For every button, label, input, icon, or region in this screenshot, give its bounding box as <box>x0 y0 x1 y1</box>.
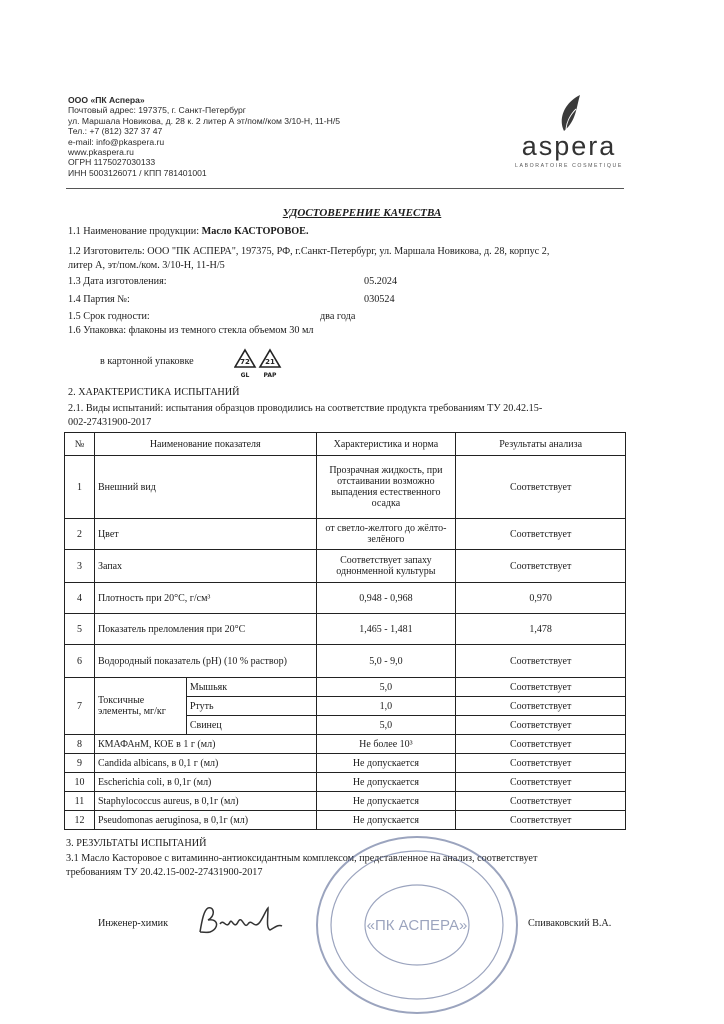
row-indicator: Pseudomonas aeruginosa, в 0,1г (мл) <box>94 811 316 830</box>
logo-wordmark: aspera <box>521 131 617 161</box>
maker-line2: литер А, эт/пом./ком. 3/10-Н, 11-Н/5 <box>68 260 225 271</box>
row-result: Соответствует <box>456 678 626 697</box>
row-norm: Не более 10³ <box>316 735 456 754</box>
header-address-line2: ул. Маршала Новикова, д. 28 к. 2 литер А эт/пом//ком 3/10-Н, 11-Н/5 <box>68 115 341 126</box>
table-row <box>65 645 626 678</box>
row-result: Соответствует <box>456 811 626 830</box>
row-number: 8 <box>65 735 95 754</box>
recycle-label-paper: PAP <box>263 372 277 379</box>
row-number: 3 <box>65 550 95 583</box>
header-result: Результаты анализа <box>456 433 626 456</box>
table-row <box>65 456 626 519</box>
row-norm: 1,0 <box>316 697 456 716</box>
row-norm: 5,0 - 9,0 <box>316 645 456 678</box>
table-row <box>65 735 626 754</box>
row-result: Соответствует <box>456 773 626 792</box>
batch-value: 030524 <box>364 294 395 305</box>
document-title: УДОСТОВЕРЕНИЕ КАЧЕСТВА <box>282 207 442 219</box>
header-divider <box>66 188 624 189</box>
row-norm: 0,948 - 0,968 <box>316 583 456 614</box>
row-indicator: Candida albicans, в 0,1 г (мл) <box>94 754 316 773</box>
date-value: 05.2024 <box>364 276 398 287</box>
row-number: 6 <box>65 645 95 678</box>
row-indicator-toxic: Токсичные элементы, мг/кг <box>94 678 186 735</box>
row-norm: Не допускается <box>316 792 456 811</box>
row-number: 2 <box>65 519 95 550</box>
row-indicator: Цвет <box>94 519 316 550</box>
row-indicator: Плотность при 20°С, г/см³ <box>94 583 316 614</box>
row-norm: 1,465 - 1,481 <box>316 614 456 645</box>
packaging-line2: в картонной упаковке <box>100 356 194 367</box>
signer-role: Инженер-химик <box>98 918 169 929</box>
row-norm: 5,0 <box>316 678 456 697</box>
row-indicator: Staphylococcus aureus, в 0,1г (мл) <box>94 792 316 811</box>
row-number: 10 <box>65 773 95 792</box>
header-address-line1: Почтовый адрес: 197375, г. Санкт-Петербург <box>68 105 246 116</box>
row-indicator: Запах <box>94 550 316 583</box>
toxic-element-name: Свинец <box>186 716 316 735</box>
row-number: 12 <box>65 811 95 830</box>
date-label: 1.3 Дата изготовления: <box>68 276 167 287</box>
row-result: Соответствует <box>456 550 626 583</box>
table-row <box>65 614 626 645</box>
handwritten-signature <box>194 902 286 942</box>
product-name-value: Масло КАСТОРОВОЕ. <box>201 226 309 237</box>
product-name-line <box>68 226 309 237</box>
packaging-line1: 1.6 Упаковка: флаконы из темного стекла объемом 30 мл <box>68 325 314 336</box>
row-result: Соответствует <box>456 697 626 716</box>
row-number: 7 <box>65 678 95 735</box>
row-result: 1,478 <box>456 614 626 645</box>
row-indicator: Внешний вид <box>94 456 316 519</box>
row-number: 9 <box>65 754 95 773</box>
row-number: 11 <box>65 792 95 811</box>
header-norm: Характеристика и норма <box>316 433 456 456</box>
recycle-icons <box>234 348 284 380</box>
test-results-table <box>64 432 626 830</box>
row-norm: 5,0 <box>316 716 456 735</box>
table-row <box>65 792 626 811</box>
header-number: № <box>65 433 95 456</box>
header-phone: Тел.: +7 (812) 327 37 47 <box>68 126 163 137</box>
table-row <box>65 811 626 830</box>
row-result: Соответствует <box>456 456 626 519</box>
row-result: Соответствует <box>456 716 626 735</box>
row-result: Соответствует <box>456 735 626 754</box>
row-norm: Не допускается <box>316 754 456 773</box>
row-result: Соответствует <box>456 754 626 773</box>
batch-label: 1.4 Партия №: <box>68 294 130 305</box>
recycle-label-glass: GL <box>240 372 250 379</box>
company-name: ООО «ПК Аспера» <box>68 95 145 105</box>
section2-line2: 002-27431900-2017 <box>68 417 152 428</box>
shelf-life-label: 1.5 Срок годности: <box>68 311 150 322</box>
company-stamp <box>312 830 522 1020</box>
maker-line1: 1.2 Изготовитель: ООО "ПК АСПЕРА", 197375, РФ, г.Санкт-Петербург, ул. Маршала Новикова, д. 28, корпус 2, <box>68 246 550 257</box>
row-norm: от светло-желтого до жёлто-зелёного <box>316 519 456 550</box>
table-row <box>65 773 626 792</box>
table-row <box>65 519 626 550</box>
header-website: www.pkaspera.ru <box>68 147 134 158</box>
toxic-element-name: Ртуть <box>186 697 316 716</box>
recycle-code-paper: 21 <box>265 358 275 366</box>
row-number: 4 <box>65 583 95 614</box>
row-indicator: Escherichia coli, в 0,1г (мл) <box>94 773 316 792</box>
row-indicator: Показатель преломления при 20°С <box>94 614 316 645</box>
table-row-toxic <box>65 678 626 697</box>
table-row <box>65 583 626 614</box>
row-norm: Не допускается <box>316 773 456 792</box>
row-indicator: КМАФАнМ, КОЕ в 1 г (мл) <box>94 735 316 754</box>
section2-title: 2. ХАРАКТЕРИСТИКА ИСПЫТАНИЙ <box>68 387 240 398</box>
table-row <box>65 754 626 773</box>
signer-name: Спиваковский В.А. <box>528 918 612 929</box>
row-norm: Не допускается <box>316 811 456 830</box>
company-header <box>68 95 388 178</box>
header-ogrn: ОГРН 1175027030133 <box>68 157 156 168</box>
table-row <box>65 550 626 583</box>
row-result: Соответствует <box>456 792 626 811</box>
header-inn: ИНН 5003126071 / КПП 781401001 <box>68 167 207 178</box>
product-name-label: 1.1 Наименование продукции: <box>68 226 200 237</box>
table-header-row <box>65 433 626 456</box>
logo-subtitle: LABORATOIRE COSMETIQUE <box>515 163 623 169</box>
row-norm: Соответствует запаху однонменной культуры <box>316 550 456 583</box>
row-result: Соответствует <box>456 645 626 678</box>
row-number: 1 <box>65 456 95 519</box>
leaf-icon <box>514 93 624 133</box>
recycling-symbols-icon <box>234 348 284 380</box>
aspera-logo <box>514 93 624 173</box>
header-email: e-mail: info@pkaspera.ru <box>68 136 165 147</box>
row-norm: Прозрачная жидкость, при отстаивании возможно выпадения естественного осадка <box>316 456 456 519</box>
section3-line2: требованиям ТУ 20.42.15-002-27431900-2017 <box>66 867 263 878</box>
header-indicator: Наименование показателя <box>94 433 316 456</box>
stamp-text: «ПК АСПЕРА» <box>366 917 468 934</box>
row-indicator: Водородный показатель (рН) (10 % раствор) <box>94 645 316 678</box>
section3-line1: 3.1 Масло Касторовое с витаминно-антиоксидантным комплексом, представленное на анализ, соответствует <box>66 853 538 864</box>
row-number: 5 <box>65 614 95 645</box>
section2-line1: 2.1. Виды испытаний: испытания образцов проводились на соответствие продукта требованиям ТУ 20.42.15- <box>68 403 543 414</box>
row-result: Соответствует <box>456 519 626 550</box>
toxic-element-name: Мышьяк <box>186 678 316 697</box>
row-result: 0,970 <box>456 583 626 614</box>
recycle-code-glass: 72 <box>240 358 250 366</box>
shelf-life-value: два года <box>320 311 356 322</box>
section3-title: 3. РЕЗУЛЬТАТЫ ИСПЫТАНИЙ <box>66 838 207 849</box>
